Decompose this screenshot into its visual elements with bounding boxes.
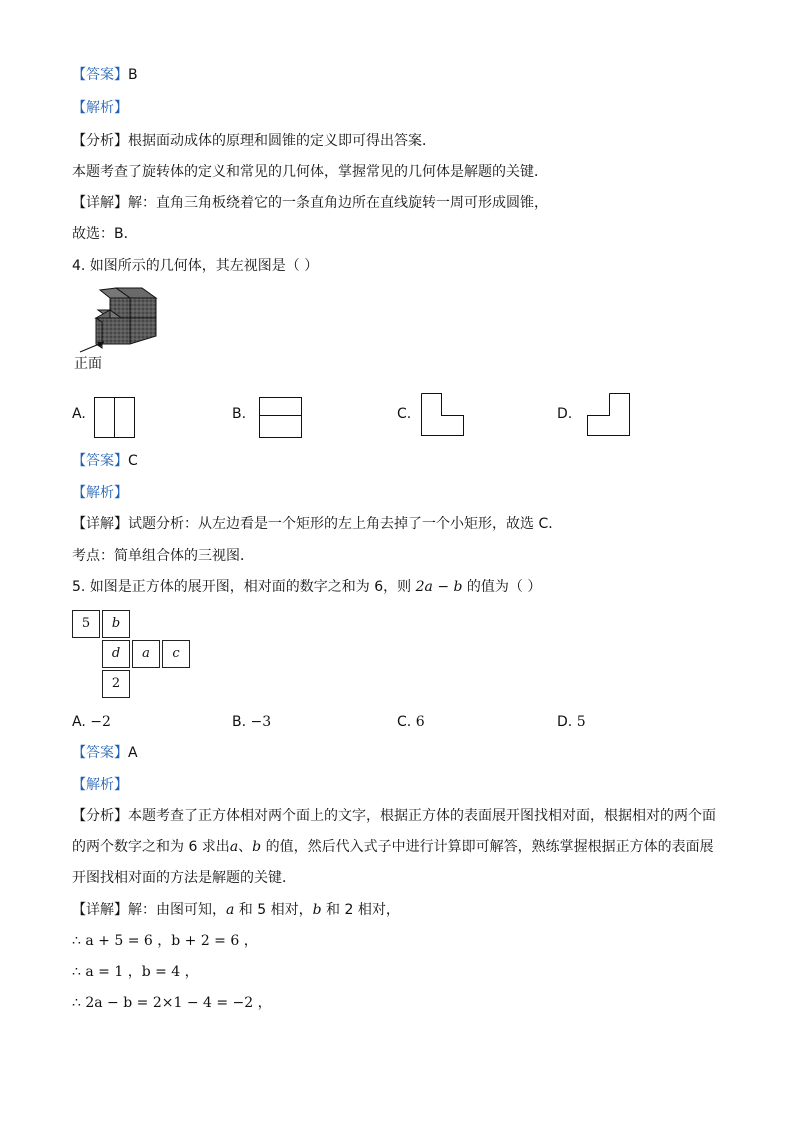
- net-cell: a: [132, 640, 160, 668]
- fenxi-text: 的两个数字之和为 6 求出: [72, 839, 230, 855]
- option-value: −3: [250, 714, 272, 730]
- answer-value: C: [128, 453, 138, 469]
- q5-analysis-tag: [72, 775, 128, 795]
- analysis-tag: 【解析】: [72, 100, 128, 116]
- q5-stem: [72, 577, 541, 597]
- answer-tag: 【答案】: [72, 453, 128, 469]
- stem-text-a: 5. 如图是正方体的展开图，相对面的数字之和为 6，则: [72, 579, 416, 595]
- fenxi-text: 的值，然后代入式子中进行计算即可解答，熟练掌握根据正方体的表面展: [261, 839, 714, 855]
- q4-analysis-tag: [72, 483, 128, 503]
- q5-option-b: [232, 712, 271, 732]
- q4-option-d-label: D.: [557, 406, 573, 422]
- fenxi-text: 根据面动成体的原理和圆锥的定义即可得出答案．: [128, 133, 436, 149]
- q3-detail-line: [72, 193, 548, 213]
- net-cell: 5: [72, 610, 100, 638]
- q5-option-d: [557, 712, 586, 732]
- q3-review-line: 本题考查了旋转体的定义和常见的几何体，掌握常见的几何体是解题的关键．: [72, 164, 548, 180]
- q5-fenxi-line-3: 开图找相对面的方法是解题的关键．: [72, 870, 296, 886]
- answer-tag: 【答案】: [72, 67, 128, 83]
- fenxi-tag: 【分析】: [72, 133, 128, 149]
- detail-text: 试题分析：从左边看是一个矩形的左上角去掉了一个小矩形，故选 C．: [128, 516, 563, 532]
- detail-tag: 【详解】: [72, 195, 128, 211]
- variable-b: b: [312, 902, 322, 918]
- answer-value: B: [128, 67, 138, 83]
- q5-option-c: [397, 712, 425, 732]
- stem-text-b: 的值为（ ）: [462, 579, 542, 595]
- fenxi-text: 本题考查了正方体相对两个面上的文字，根据正方体的表面展开图找相对面，根据相对的两个面: [128, 808, 716, 824]
- detail-text: 解：直角三角板绕着它的一条直角边所在直线旋转一周可形成圆锥，: [128, 195, 548, 211]
- option-d-figure: [587, 393, 631, 437]
- q5-fenxi-line-2: [72, 837, 714, 857]
- q4-option-c-label: C.: [397, 406, 412, 422]
- answer-tag: 【答案】: [72, 745, 128, 761]
- variable-a: a: [226, 902, 235, 918]
- figure-label-front: 正面: [74, 356, 102, 372]
- q5-step-1: ∴ a + 5 = 6 ，b + 2 = 6 ，: [72, 933, 258, 949]
- option-letter: A.: [72, 714, 86, 730]
- option-value: 5: [576, 714, 586, 730]
- q5-detail-line: [72, 900, 400, 920]
- q4-answer-line: [72, 451, 138, 471]
- detail-text: 和 2 相对，: [321, 902, 400, 918]
- variable-b: b: [252, 839, 262, 855]
- q4-kaodian: 考点：简单组合体的三视图．: [72, 548, 254, 564]
- q3-answer-line: [72, 65, 138, 85]
- q4-option-a-label: A.: [72, 406, 86, 422]
- analysis-tag: 【解析】: [72, 777, 128, 793]
- fenxi-text: 、: [238, 839, 253, 855]
- option-value: −2: [90, 714, 111, 730]
- variable-a: a: [229, 839, 239, 855]
- net-cell: b: [102, 610, 130, 638]
- option-letter: B.: [232, 714, 247, 730]
- fenxi-tag: 【分析】: [72, 808, 128, 824]
- net-cell: c: [162, 640, 190, 668]
- net-cell: d: [102, 640, 130, 668]
- answer-value: A: [128, 745, 138, 761]
- q5-option-a: [72, 712, 111, 732]
- option-a-figure: [94, 397, 136, 439]
- q5-step-2: ∴ a = 1 ，b = 4 ，: [72, 964, 199, 980]
- analysis-tag: 【解析】: [72, 485, 128, 501]
- q4-detail-line: [72, 514, 562, 534]
- q3-analysis-tag: [72, 98, 128, 118]
- option-b-figure: [259, 397, 303, 439]
- option-letter: C.: [397, 714, 412, 730]
- detail-text: 和 5 相对，: [234, 902, 313, 918]
- stem-expression: 2a − b: [415, 579, 463, 595]
- detail-text: 解：由图可知，: [128, 902, 226, 918]
- q4-stem: 4. 如图所示的几何体，其左视图是（ ）: [72, 258, 319, 274]
- option-letter: D.: [557, 714, 573, 730]
- detail-tag: 【详解】: [72, 516, 128, 532]
- option-c-figure: [421, 393, 465, 437]
- q4-option-b-label: B.: [232, 406, 247, 422]
- q3-fenxi-line: [72, 131, 436, 151]
- option-value: 6: [415, 714, 425, 730]
- net-cell: 2: [102, 670, 130, 698]
- q5-answer-line: [72, 743, 138, 763]
- q5-step-3: ∴ 2a − b = 2×1 − 4 = −2 ，: [72, 995, 272, 1011]
- q5-fenxi-line-1: [72, 806, 716, 826]
- detail-tag: 【详解】: [72, 902, 128, 918]
- q3-conclusion: 故选：B．: [72, 226, 138, 242]
